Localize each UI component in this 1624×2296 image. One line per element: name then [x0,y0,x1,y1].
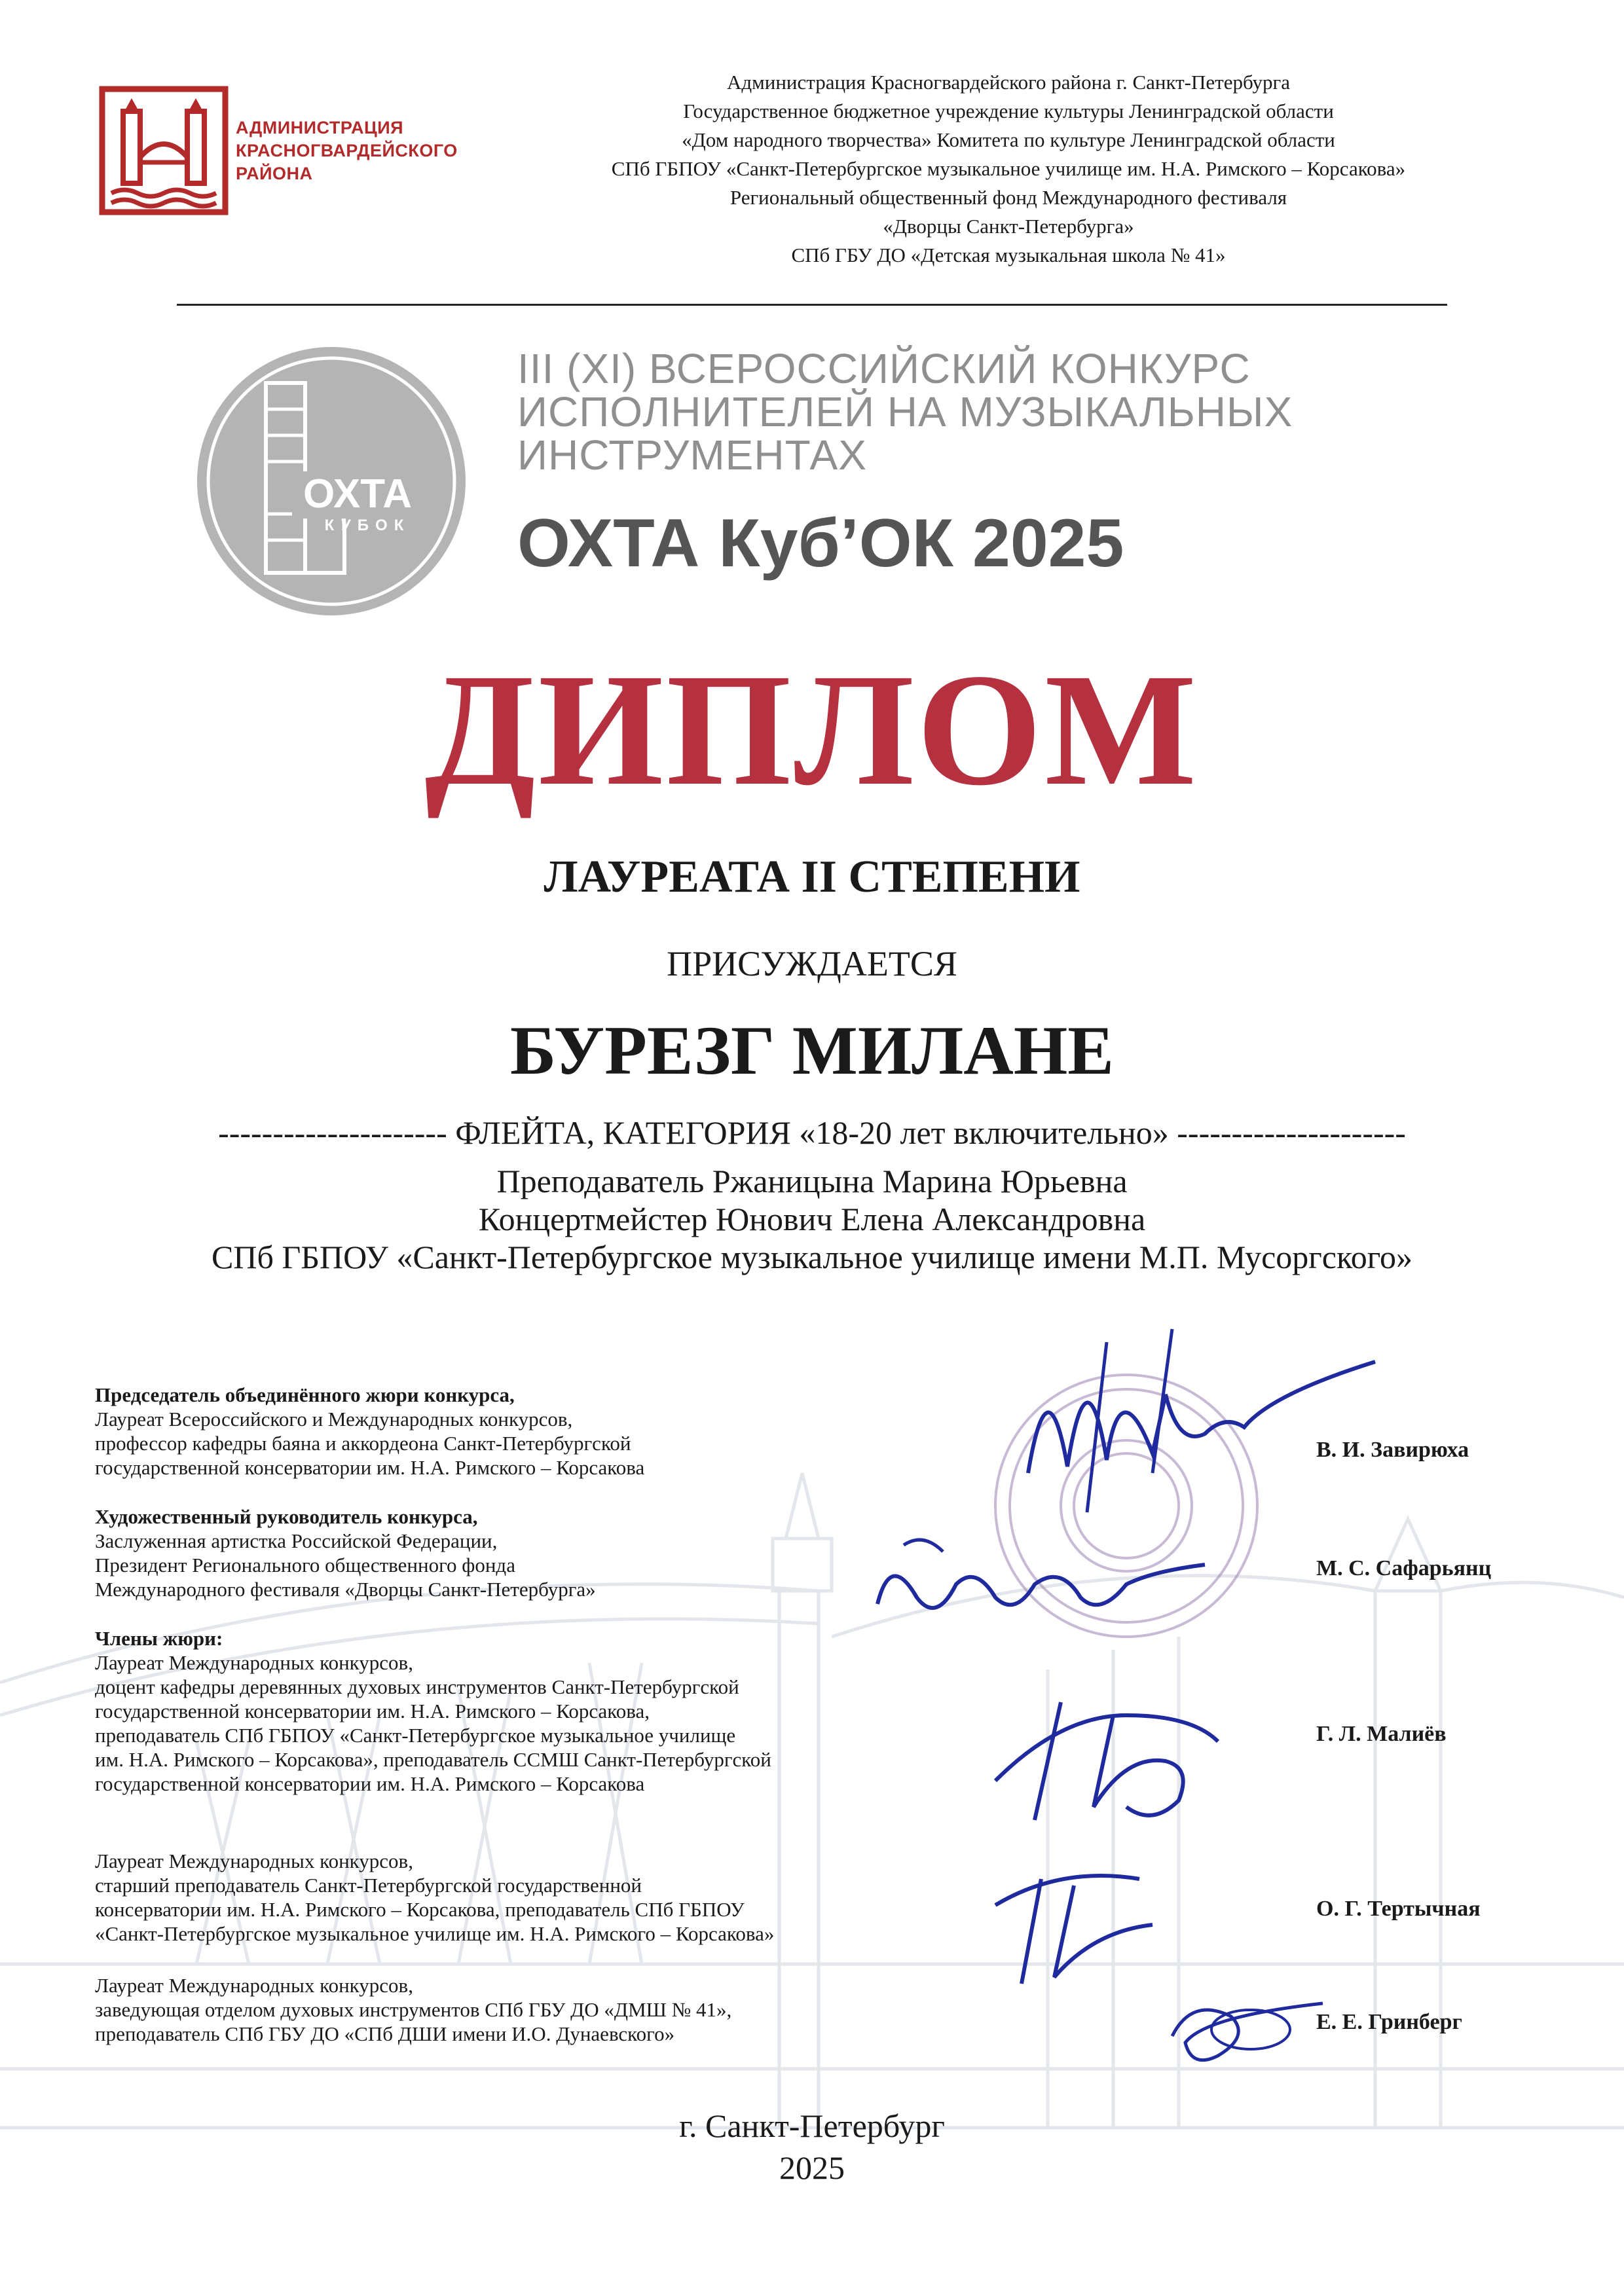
jury-chair-name: В. И. Завирюха [1316,1438,1469,1462]
organizer-line: Администрация Красногвардейского района г. Санкт-Петербурга [726,71,1291,94]
contest-title-line: ИНСТРУМЕНТАХ [517,431,867,479]
header-divider [177,304,1447,306]
contest-name: ОХТА Куб’ОК 2025 [517,505,1124,581]
jury-desc-line: заведующая отделом духовых инструментов СПб ГБУ ДО «ДМШ № 41», [95,1998,732,2021]
jury-member-2-name: О. Г. Тертычная [1316,1897,1481,1921]
jury-desc-line: старший преподаватель Санкт-Петербургской государственной [95,1874,642,1897]
organizer-line: «Дворцы Санкт-Петербурга» [883,215,1134,238]
jury-desc-line: Лауреат Международных конкурсов, [95,1651,413,1674]
okhta-logo-subtext: КУБОК [324,517,411,534]
recipient-name: БУРЕЗГ МИЛАНЕ [510,1012,1114,1089]
administration-emblem-icon [98,85,229,216]
jury-member-3-name: Е. Е. Гринберг [1316,2010,1462,2034]
school-line: СПб ГБПОУ «Санкт-Петербургское музыкальное училище имени М.П. Мусоргского» [212,1239,1412,1275]
organizer-line: Государственное бюджетное учреждение культуры Ленинградской области [683,100,1334,122]
organizer-line: СПб ГБУ ДО «Детская музыкальная школа № 41» [791,244,1226,266]
footer-year: 2025 [779,2149,845,2186]
organizer-line: Региональный общественный фонд Международного фестиваля [729,186,1287,209]
jury-member-1-name: Г. Л. Малиёв [1316,1722,1447,1746]
jury-desc-line: преподаватель СПб ГБПОУ «Санкт-Петербургское музыкальное училище [95,1724,736,1747]
jury-desc-line: профессор кафедры баяна и аккордеона Санкт-Петербургской [95,1432,631,1455]
jury-role: Члены жюри: [95,1627,223,1650]
jury-desc-line: преподаватель СПб ГБУ ДО «СПб ДШИ имени И.О. Дунаевского» [95,2022,675,2045]
jury-desc-line: Лауреат Международных конкурсов, [95,1850,413,1872]
jury-desc-line: государственной консерватории им. Н.А. Римского – Корсакова [95,1772,645,1795]
jury-desc-line: Заслуженная артистка Российской Федерации, [95,1529,498,1552]
logo-line-2: КРАСНОГВАРДЕЙСКОГО [236,141,458,160]
teacher-line: Преподаватель Ржаницына Марина Юрьевна [496,1163,1128,1199]
jury-desc-line: им. Н.А. Римского – Корсакова», преподаватель ССМШ Санкт-Петербургской [95,1748,771,1771]
nomination-line: --------------------- ФЛЕЙТА, КАТЕГОРИЯ «18-20 лет включительно» --------------------- [218,1114,1406,1151]
diploma-title: ДИПЛОМ [424,641,1200,819]
logo-line-1: АДМИНИСТРАЦИЯ [236,118,404,137]
administration-logo [98,85,458,223]
signature-member-2 [982,1853,1179,2003]
jury-artistic-director-name: М. С. Сафарьянц [1316,1556,1492,1580]
awarded-label: ПРИСУЖДАЕТСЯ [667,944,957,983]
signature-member-1 [982,1676,1257,1833]
jury-desc-line: государственной консерватории им. Н.А. Римского – Корсакова [95,1456,645,1479]
contest-title-line: III (XI) ВСЕРОССИЙСКИЙ КОНКУРС [517,345,1251,392]
contest-title-line: ИСПОЛНИТЕЛЕЙ НА МУЗЫКАЛЬНЫХ [517,388,1293,435]
footer-city: г. Санкт-Петербург [679,2107,945,2144]
jury-member-3 [95,1973,972,2046]
organizers-list [498,68,1519,270]
signature-chair [1008,1316,1388,1532]
jury-desc-line: доцент кафедры деревянных духовых инструментов Санкт-Петербургской [95,1675,739,1698]
jury-desc-line: консерватории им. Н.А. Римского – Корсакова, преподаватель СПб ГБПОУ [95,1898,745,1921]
administration-logo-text [236,117,458,185]
okhta-logo-text: ОХТА [303,471,412,517]
jury-desc-line: Международного фестиваля «Дворцы Санкт-Петербурга» [95,1578,596,1601]
jury-artistic-director [95,1504,972,1601]
organizer-line: «Дом народного творчества» Комитета по культуре Ленинградской области [682,128,1335,151]
footer [0,2105,1624,2189]
jury-role: Председатель объединённого жюри конкурса, [95,1383,515,1406]
jury-desc-line: «Санкт-Петербургское музыкальное училище им. Н.А. Римского – Корсакова» [95,1922,775,1945]
jury-desc-line: Лауреат Всероссийского и Международных конкурсов, [95,1408,573,1430]
teacher-info [0,1162,1624,1276]
logo-line-3: РАЙОНА [236,164,313,183]
signature-member-3 [1153,1977,1336,2075]
jury-desc-line: Президент Регионального общественного фонда [95,1554,515,1576]
jury-chair [95,1383,972,1480]
okhta-cup-emblem-icon [194,344,469,619]
laureate-degree: ЛАУРЕАТА II СТЕПЕНИ [544,852,1080,902]
jury-role: Художественный руководитель конкурса, [95,1505,478,1528]
contest-title [517,347,1500,477]
accompanist-line: Концертмейстер Юнович Елена Александровна [478,1201,1146,1237]
jury-member-2 [95,1849,972,1946]
jury-member-1 [95,1626,972,1796]
okhta-cup-logo [194,344,469,619]
jury-desc-line: государственной консерватории им. Н.А. Римского – Корсакова, [95,1700,650,1722]
jury-desc-line: Лауреат Международных конкурсов, [95,1974,413,1997]
organizer-line: СПб ГБПОУ «Санкт-Петербургское музыкальное училище им. Н.А. Римского – Корсакова» [611,157,1406,180]
